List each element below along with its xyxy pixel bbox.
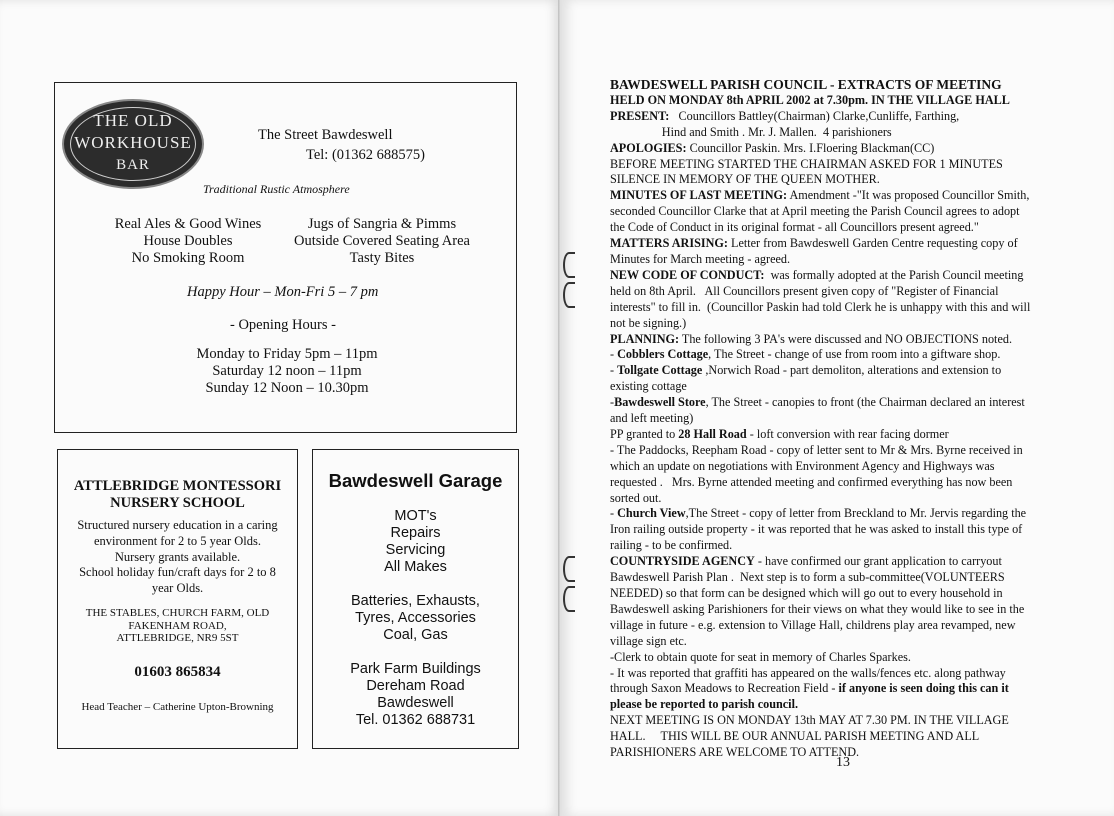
school-title-line1: ATTLEBRIDGE MONTESSORI bbox=[73, 478, 282, 494]
logo-line-1: THE OLD bbox=[93, 111, 173, 130]
line-text: NEEDED) so that form can be designed which will go out to every household in bbox=[610, 586, 1003, 600]
line-text: Councillors Battley(Chairman) Clarke,Cunliffe, Farthing, bbox=[669, 108, 960, 123]
minutes-line bbox=[610, 586, 1076, 602]
line-bold-text: please be reported to parish council. bbox=[610, 697, 798, 712]
minutes-line bbox=[610, 666, 1076, 682]
minutes-line bbox=[610, 522, 1076, 538]
line-text: ,Norwich Road - part demoliton, alterations and extension to bbox=[702, 363, 1002, 378]
minutes-line bbox=[610, 125, 1076, 141]
line-text: - EXTRACTS OF MEETING bbox=[826, 77, 1002, 92]
line-text: requested . Mrs. Byrne attended meeting and confirmed everything has now been bbox=[610, 474, 1013, 489]
school-address bbox=[58, 607, 297, 645]
minutes-line bbox=[610, 300, 1076, 316]
line-text: - loft conversion with rear facing dormer bbox=[746, 426, 949, 441]
minutes-line bbox=[610, 379, 1076, 395]
hours-line: Sunday 12 Noon – 10.30pm bbox=[205, 380, 369, 396]
service-item: MOT's bbox=[394, 508, 437, 524]
desc-line: environment for 2 to 5 year Olds. bbox=[94, 533, 261, 548]
desc-line: School holiday fun/craft days for 2 to 8 bbox=[79, 565, 276, 580]
service-item: Repairs bbox=[390, 525, 441, 541]
parts-item: Tyres, Accessories bbox=[355, 610, 476, 626]
line-text: - bbox=[610, 506, 618, 521]
line-text: - bbox=[610, 363, 618, 378]
line-bold-text: 28 Hall Road bbox=[678, 426, 747, 441]
minutes-line bbox=[610, 634, 1076, 650]
minutes-line bbox=[610, 236, 1076, 252]
school-head-teacher: Head Teacher – Catherine Upton-Browning bbox=[81, 701, 274, 713]
minutes-line bbox=[610, 204, 1076, 220]
line-text: existing cottage bbox=[610, 379, 687, 394]
garage-address bbox=[313, 661, 518, 729]
minutes-line bbox=[610, 77, 1076, 93]
line-text: interests" to fill in. (Councillor Paskin had told Clerk he is unhappy with this and will bbox=[610, 299, 1031, 314]
pub-feature: Jugs of Sangria & Pimms bbox=[307, 216, 457, 232]
line-bold-text: PRESENT: bbox=[610, 108, 670, 123]
minutes-line bbox=[610, 491, 1076, 507]
desc-line: Nursery grants available. bbox=[114, 549, 241, 564]
line-text: -Clerk to obtain quote for seat in memory of Charles Sparkes. bbox=[610, 649, 911, 664]
binding-staple bbox=[563, 252, 575, 278]
hours-line: Saturday 12 noon – 11pm bbox=[212, 363, 362, 379]
minutes-line bbox=[610, 570, 1076, 586]
minutes-line bbox=[610, 109, 1076, 125]
minutes-line bbox=[610, 347, 1076, 363]
line-text: SILENCE IN MEMORY OF THE QUEEN MOTHER. bbox=[610, 172, 880, 187]
minutes-line bbox=[610, 316, 1076, 332]
line-text: the Code of Conduct in its original format - all Councillors present agreed." bbox=[610, 220, 979, 235]
line-text: seconded Councillor Clarke that at April meeting the Parish Council agrees to adopt bbox=[610, 204, 1020, 219]
minutes-line bbox=[610, 697, 1076, 713]
line-text: - The Paddocks, Reepham Road - copy of letter sent to Mr & Mrs. Byrne received in bbox=[610, 442, 1023, 457]
logo-line-3: BAR bbox=[116, 157, 150, 173]
school-phone: 01603 865834 bbox=[134, 664, 221, 680]
line-bold-text: Church View bbox=[617, 506, 686, 521]
line-text: village sign etc. bbox=[610, 633, 687, 648]
line-bold-text: Bawdeswell Store bbox=[614, 395, 706, 410]
pub-telephone: Tel: (01362 688575) bbox=[306, 147, 425, 163]
line-text: railing - to be confirmed. bbox=[610, 538, 733, 553]
school-advert bbox=[57, 449, 298, 749]
minutes-line bbox=[610, 538, 1076, 554]
line-text: Hind and Smith . Mr. J. Mallen. 4 parishioners bbox=[610, 124, 892, 139]
line-text: Iron railing outside property - it was reported that he was asked to install this type of bbox=[610, 522, 1023, 537]
line-text: HALL. THIS WILL BE OUR ANNUAL PARISH MEETING AND ALL bbox=[610, 729, 980, 744]
minutes-line bbox=[610, 681, 1076, 697]
minutes-line bbox=[610, 220, 1076, 236]
pub-hours-title: - Opening Hours - bbox=[230, 317, 336, 333]
line-text: Letter from Bawdeswell Garden Centre requesting copy of bbox=[727, 236, 1018, 251]
parts-item: Batteries, Exhausts, bbox=[351, 593, 480, 609]
logo-line-2: WORKHOUSE bbox=[74, 133, 192, 152]
minutes-line bbox=[610, 443, 1076, 459]
minutes-line bbox=[610, 332, 1076, 348]
garage-address-line: Park Farm Buildings bbox=[350, 661, 481, 677]
minutes-line bbox=[610, 459, 1076, 475]
minutes-line bbox=[610, 713, 1076, 729]
line-text: - bbox=[610, 347, 618, 362]
minutes-line bbox=[610, 602, 1076, 618]
line-bold-text: COUNTRYSIDE AGENCY bbox=[610, 554, 755, 569]
garage-address-line: Dereham Road bbox=[366, 678, 465, 694]
line-bold-text: HELD ON MONDAY 8th APRIL 2002 at 7.30pm. IN THE VILLAGE HALL bbox=[610, 92, 1010, 107]
line-text: through Saxon Meadows to Recreation Field - bbox=[610, 681, 839, 696]
garage-address-line: Bawdeswell bbox=[377, 695, 454, 711]
line-bold-text: PLANNING: bbox=[610, 331, 680, 346]
line-bold-text: BAWDESWELL PARISH COUNCIL bbox=[610, 77, 827, 92]
pub-feature: Tasty Bites bbox=[349, 250, 415, 266]
binding-staple bbox=[563, 282, 575, 308]
address-line: ATTLEBRIDGE, NR9 5ST bbox=[116, 632, 239, 644]
line-text: not be signing.) bbox=[610, 315, 687, 330]
line-text: PARISHIONERS ARE WELCOME TO ATTEND. bbox=[610, 745, 860, 760]
address-line: THE STABLES, CHURCH FARM, OLD bbox=[85, 607, 270, 619]
minutes-line bbox=[610, 475, 1076, 491]
minutes-line bbox=[610, 650, 1076, 666]
minutes-line bbox=[610, 729, 1076, 745]
pub-opening-hours bbox=[182, 346, 392, 397]
pub-address: The Street Bawdeswell bbox=[258, 127, 393, 143]
line-text: BEFORE MEETING STARTED THE CHAIRMAN ASKED FOR 1 MINUTES bbox=[610, 156, 1003, 171]
garage-services bbox=[313, 508, 518, 576]
line-text: The following 3 PA's were discussed and NO OBJECTIONS noted. bbox=[679, 331, 1012, 346]
minutes-line bbox=[610, 141, 1076, 157]
line-bold-text: MINUTES OF LAST MEETING: bbox=[610, 188, 788, 203]
page-number: 13 bbox=[836, 755, 850, 770]
line-text: , The Street - change of use from room into a giftware shop. bbox=[708, 347, 1001, 362]
desc-line: Structured nursery education in a caring bbox=[77, 518, 278, 532]
school-title-line2: NURSERY SCHOOL bbox=[110, 495, 245, 511]
line-text: PP granted to bbox=[610, 426, 679, 441]
line-text: sorted out. bbox=[610, 490, 662, 505]
line-bold-text: if anyone is seen doing this can it bbox=[838, 681, 1009, 696]
garage-title: Bawdeswell Garage bbox=[328, 470, 503, 491]
school-description bbox=[58, 518, 297, 597]
service-item: Servicing bbox=[385, 542, 446, 558]
minutes-line bbox=[610, 554, 1076, 570]
line-text: and left meeting) bbox=[610, 411, 694, 426]
line-bold-text: NEW CODE OF CONDUCT: bbox=[610, 267, 765, 282]
line-text: NEXT MEETING IS ON MONDAY 13th MAY AT 7.30 PM. IN THE VILLAGE bbox=[610, 713, 1009, 728]
desc-line: year Olds. bbox=[151, 581, 204, 596]
minutes-line bbox=[610, 427, 1076, 443]
minutes-line bbox=[610, 411, 1076, 427]
line-text: Amendment -"It was proposed Councillor Smith, bbox=[787, 188, 1030, 203]
pub-feature: No Smoking Room bbox=[131, 250, 245, 266]
line-text: was formally adopted at the Parish Council meeting bbox=[764, 267, 1024, 282]
minutes-line bbox=[610, 268, 1076, 284]
line-text: - bbox=[610, 395, 615, 410]
minutes-line bbox=[610, 172, 1076, 188]
garage-advert bbox=[312, 449, 519, 749]
line-bold-text: Tollgate Cottage bbox=[617, 363, 703, 378]
line-text: which an update on negotiations with Environment Agency and Highways was bbox=[610, 458, 995, 473]
line-text: ,The Street - copy of letter from Breckland to Mr. Jervis regarding the bbox=[685, 506, 1027, 521]
line-text: - have confirmed our grant application to carryout bbox=[754, 554, 1002, 569]
parish-council-minutes bbox=[610, 77, 1076, 761]
workhouse-bar-logo bbox=[62, 99, 204, 189]
binding-staple bbox=[563, 556, 575, 582]
pub-features-col2 bbox=[286, 216, 478, 267]
service-item: All Makes bbox=[384, 559, 447, 575]
minutes-line bbox=[610, 395, 1076, 411]
hours-line: Monday to Friday 5pm – 11pm bbox=[196, 346, 378, 362]
minutes-line bbox=[610, 93, 1076, 109]
line-bold-text: APOLOGIES: bbox=[610, 140, 687, 155]
pub-feature: Real Ales & Good Wines bbox=[114, 216, 262, 232]
line-text: Bawdeswell asking Parishioners for their views on what they would like to see in the bbox=[610, 601, 1025, 616]
pub-happy-hour: Happy Hour – Mon-Fri 5 – 7 pm bbox=[187, 284, 379, 300]
minutes-line bbox=[610, 363, 1076, 379]
minutes-line bbox=[610, 506, 1076, 522]
parts-item: Coal, Gas bbox=[383, 627, 448, 643]
line-text: Minutes for March meeting - agreed. bbox=[610, 251, 791, 266]
garage-address-line: Tel. 01362 688731 bbox=[355, 712, 476, 728]
address-line: FAKENHAM ROAD, bbox=[128, 619, 227, 632]
line-text: Bawdeswell Parish Plan . Next step is to form a sub-committee(VOLUNTEERS bbox=[610, 570, 1005, 585]
line-text: Councillor Paskin. Mrs. I.Floering Blackman(CC) bbox=[686, 140, 935, 155]
pub-features-col1 bbox=[108, 216, 268, 267]
line-text: , The Street - canopies to front (the Chairman declared an interest bbox=[705, 395, 1025, 410]
line-text: - It was reported that graffiti has appeared on the walls/fences etc. along pathway bbox=[610, 665, 1006, 680]
minutes-line bbox=[610, 252, 1076, 268]
line-bold-text: Cobblers Cottage bbox=[617, 347, 709, 362]
line-text: held on 8th April. All Councillors present given copy of "Register of Financial bbox=[610, 283, 999, 298]
minutes-line bbox=[610, 157, 1076, 173]
garage-parts bbox=[313, 593, 518, 644]
pub-feature: Outside Covered Seating Area bbox=[294, 233, 470, 249]
binding-staple bbox=[563, 586, 575, 612]
pub-feature: House Doubles bbox=[143, 233, 233, 249]
line-bold-text: MATTERS ARISING: bbox=[610, 236, 728, 251]
minutes-line bbox=[610, 618, 1076, 634]
minutes-line bbox=[610, 284, 1076, 300]
minutes-line bbox=[610, 188, 1076, 204]
pub-tagline: Traditional Rustic Atmosphere bbox=[203, 182, 350, 196]
line-text: village in future - e.g. extension to Village Hall, childrens play area revamped, new bbox=[610, 617, 1016, 632]
